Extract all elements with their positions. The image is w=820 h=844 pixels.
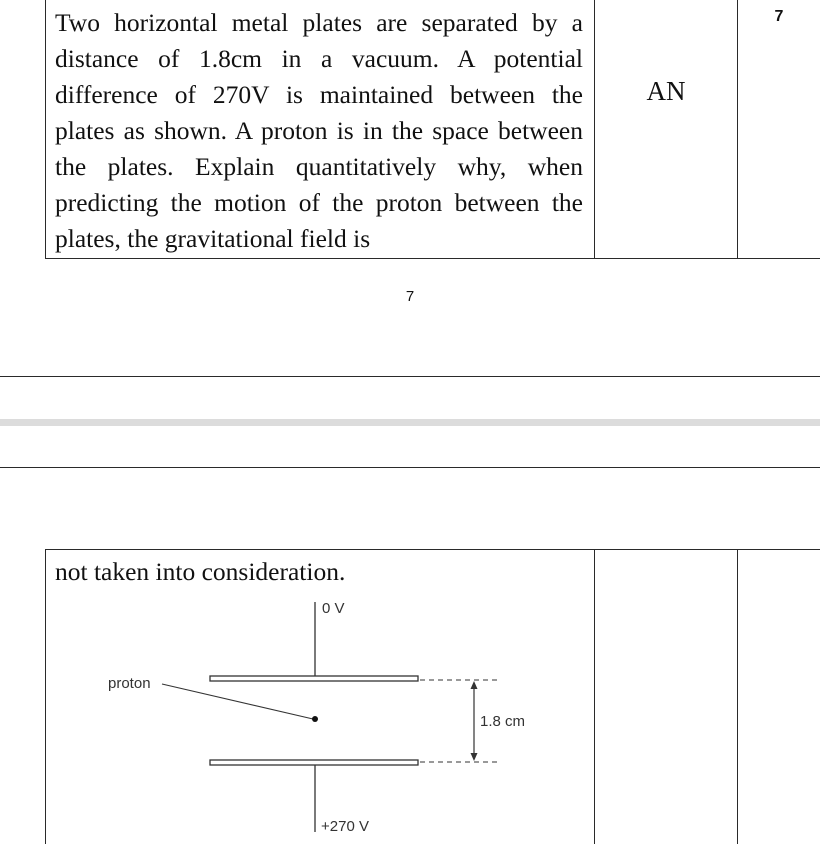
bottom-plate xyxy=(210,760,418,765)
proton-leader-line xyxy=(162,684,313,719)
designation-value: AN xyxy=(646,76,686,106)
separation-label: 1.8 cm xyxy=(480,713,526,730)
dimension-arrowhead-up xyxy=(471,681,478,689)
question-text-part-1: Two horizontal metal plates are separated by a distance of 1.8cm in a vacuum. A potential difference of 270V is maintained between the plates as shown. A proton is in the space between the plates. Explain quantitatively why, when predicting the motion of the proton between the plates, the gravitational field is xyxy=(55,8,583,253)
proton-label: proton xyxy=(108,675,151,692)
page-number: 7 xyxy=(405,288,415,305)
proton-dot xyxy=(312,716,318,722)
top-plate xyxy=(210,676,418,681)
marks-value: 7 xyxy=(774,8,784,25)
bottom-voltage-label: +270 V xyxy=(321,818,369,835)
top-voltage-label: 0 V xyxy=(322,600,345,617)
dimension-arrowhead-down xyxy=(471,753,478,761)
question-text-part-2: not taken into consideration. xyxy=(55,557,346,586)
